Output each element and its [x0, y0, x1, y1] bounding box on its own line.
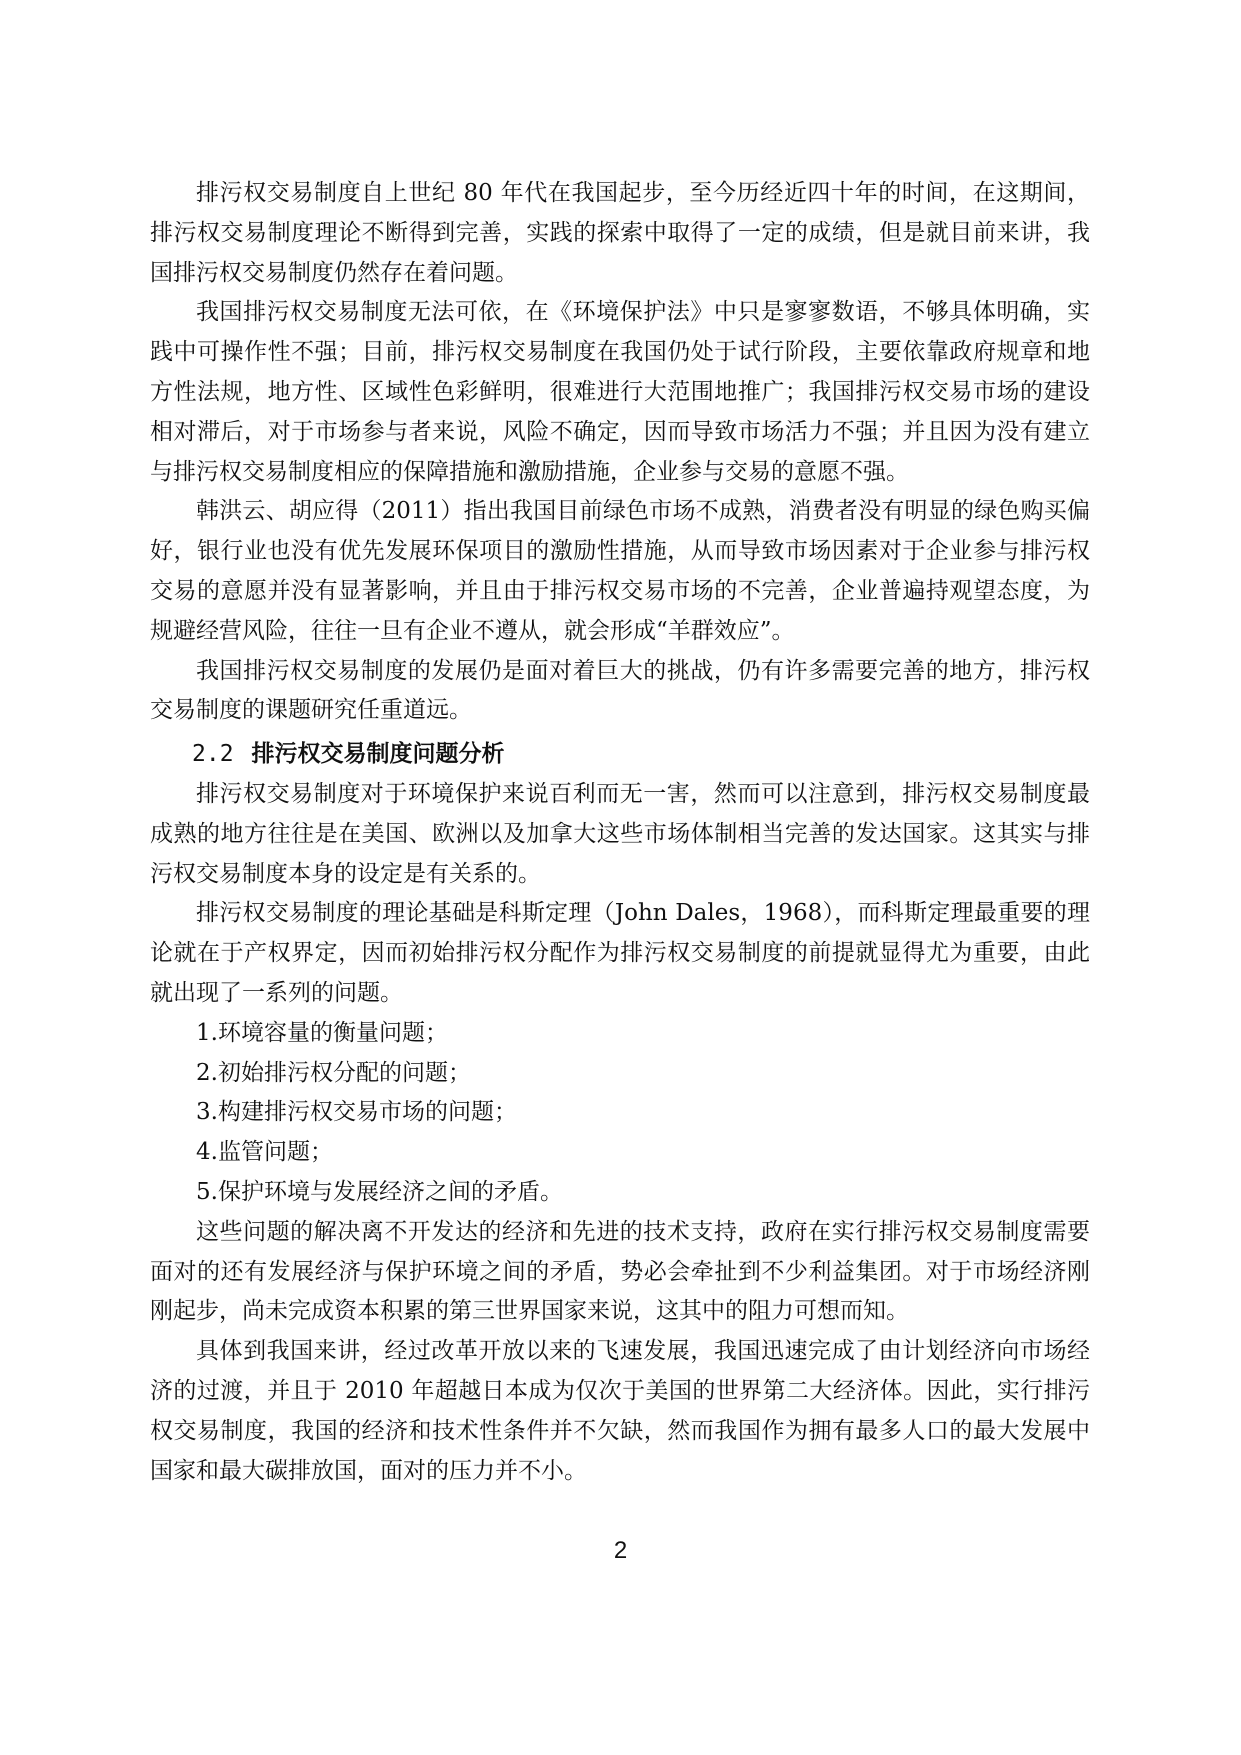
paragraph-developed-countries: 排污权交易制度对于环境保护来说百利而无一害，然而可以注意到，排污权交易制度最成熟的地方往往是在美国、欧洲以及加拿大这些市场体制相当完善的发达国家。这其实与排污权交易制度本身的设定是有关系的。 — [150, 780, 1090, 887]
section-number: 2.2 — [192, 741, 234, 768]
list-item: 4.监管问题； — [196, 1139, 333, 1166]
paragraph-challenges: 我国排污权交易制度的发展仍是面对着巨大的挑战，仍有许多需要完善的地方，排污权交易制度的课题研究任重道远。 — [150, 657, 1090, 724]
paragraph-coase-theorem: 排污权交易制度的理论基础是科斯定理（John Dales，1968），而科斯定理最重要的理论就在于产权界定，因而初始排污权分配作为排污权交易制度的前提就显得尤为重要，由此就出现了一系列的问题。 — [150, 900, 1090, 1006]
list-item: 3.构建排污权交易市场的问题； — [196, 1099, 517, 1126]
paragraph-economy-technology: 这些问题的解决离不开发达的经济和先进的技术支持，政府在实行排污权交易制度需要面对的还有发展经济与保护环境之间的矛盾，势必会牵扯到不少利益集团。对于市场经济刚刚起步，尚未完成资本积累的第三世界国家来说，这其中的阻力可想而知。 — [150, 1218, 1090, 1325]
paragraph-legal-basis: 我国排污权交易制度无法可依，在《环境保护法》中只是寥寥数语，不够具体明确，实践中可操作性不强；目前，排污权交易制度在我国仍处于试行阶段，主要依靠政府规章和地方性法规，地方性、区域性色彩鲜明，很难进行大范围地推广；我国排污权交易市场的建设相对滞后，对于市场参与者来说，风险不确定，因而导致市场活力不强；并且因为没有建立与排污权交易制度相应的保障措施和激励措施，企业参与交易的意愿不强。 — [150, 299, 1090, 485]
list-item: 1.环境容量的衡量问题； — [196, 1019, 448, 1046]
list-item: 2.初始排污权分配的问题； — [196, 1059, 471, 1086]
paragraph-china-situation: 具体到我国来讲，经过改革开放以来的飞速发展，我国迅速完成了由计划经济向市场经济的过渡，并且于 2010 年超越日本成为仅次于美国的世界第二大经济体。因此，实行排污权交易制度，我国的经济和技术性条件并不欠缺，然而我国作为拥有最多人口的最大发展中国家和最大碳排放国，面对的压力并不小。 — [150, 1338, 1090, 1484]
page-number: 2 — [613, 1537, 628, 1564]
section-title: 排污权交易制度问题分析 — [251, 741, 505, 768]
problem-list — [150, 1014, 1090, 1213]
list-item: 5.保护环境与发展经济之间的矛盾。 — [196, 1178, 563, 1205]
paragraph-history: 排污权交易制度自上世纪 80 年代在我国起步，至今历经近四十年的时间，在这期间，排污权交易制度理论不断得到完善，实践的探索中取得了一定的成绩，但是就目前来讲，我国排污权交易制度仍然存在着问题。 — [150, 180, 1090, 286]
section-heading — [150, 735, 1090, 775]
paragraph-han-hu-citation: 韩洪云、胡应得（2011）指出我国目前绿色市场不成熟，消费者没有明显的绿色购买偏好，银行业也没有优先发展环保项目的激励性措施，从而导致市场因素对于企业参与排污权交易的意愿并没有显著影响，并且由于排污权交易市场的不完善，企业普遍持观望态度，为规避经营风险，往往一旦有企业不遵从，就会形成“羊群效应”。 — [150, 498, 1090, 644]
page-body — [150, 174, 1090, 1491]
